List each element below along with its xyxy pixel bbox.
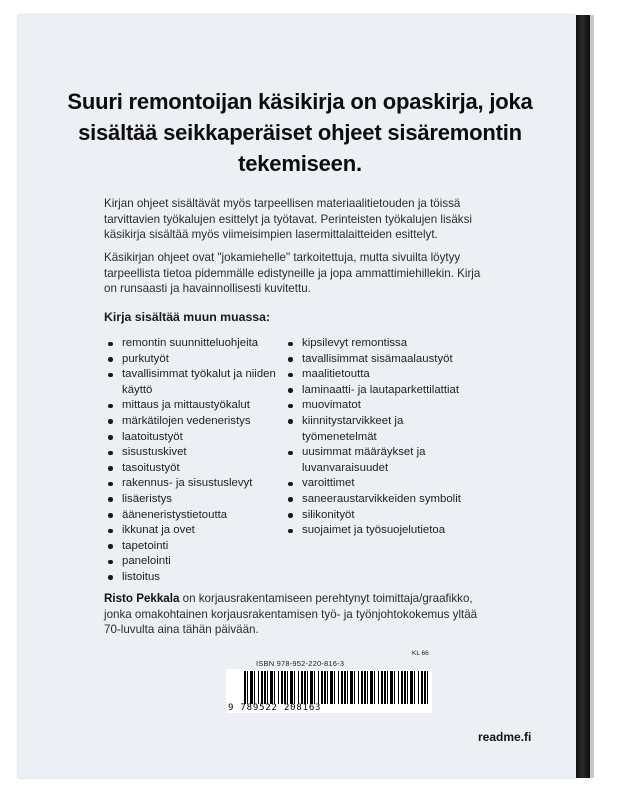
list-item: märkätilojen vedeneristys — [108, 414, 283, 430]
list-item: sisustuskivet — [108, 445, 283, 461]
list-item: purkutyöt — [108, 352, 283, 368]
list-item: muovimatot — [288, 398, 463, 414]
list-item: panelointi — [108, 554, 283, 570]
barcode-digits: 9 789522 208163 — [228, 703, 322, 713]
list-item: kipsilevyt remontissa — [288, 336, 463, 352]
contents-list-right — [288, 336, 463, 539]
cover-headline: Suuri remontoijan käsikirja on opaskirja, joka sisältää seikkaperäiset ohjeet sisäremontin tekemiseen. — [67, 89, 533, 176]
barcode-bars — [244, 671, 428, 704]
list-item: silikonityöt — [288, 508, 463, 524]
library-class-code: KL 66 — [412, 650, 429, 657]
author-name: Risto Pekkala — [104, 592, 180, 605]
barcode — [226, 669, 432, 713]
list-item: tasoitustyöt — [108, 461, 283, 477]
author-bio — [104, 591, 494, 638]
book-page-edge — [590, 15, 594, 778]
list-item: mittaus ja mittaustyökalut — [108, 398, 283, 414]
list-item: laminaatti- ja lautaparkettilattiat — [288, 383, 463, 399]
book-spine — [576, 15, 590, 778]
publisher-logo: readme.fi — [478, 730, 532, 744]
list-item: tapetointi — [108, 539, 283, 555]
list-item: varoittimet — [288, 476, 463, 492]
contents-list-title: Kirja sisältää muun muassa: — [104, 310, 271, 324]
list-item: ääneneristystietoutta — [108, 508, 283, 524]
isbn-text: ISBN 978-952-220-816-3 — [256, 659, 345, 668]
list-item: ikkunat ja ovet — [108, 523, 283, 539]
list-item: maalitietoutta — [288, 367, 463, 383]
list-item: laatoitustyöt — [108, 430, 283, 446]
list-item: remontin suunnitteluohjeita — [108, 336, 283, 352]
list-item: saneeraustarvikkeiden symbolit — [288, 492, 463, 508]
description-paragraph-1: Kirjan ohjeet sisältävät myös tarpeellisen materiaalitietouden ja töissä tarvittavien työkalujen esittelyt ja työtavat. Perinteisten työkalujen lisäksi käsikirja sisältää myös viimeisimpien lasermittalaitteiden esittelyt. — [104, 197, 472, 241]
author-bio-text: on korjausrakentamiseen perehtynyt toimittaja/graafikko, jonka omakohtainen korjausrakentamisen työ- ja työnjohtokokemus yltää 70-luvulta aina tähän päivään. — [104, 592, 478, 636]
list-item: tavallisimmat sisämaalaustyöt — [288, 352, 463, 368]
list-item: listoitus — [108, 570, 283, 586]
list-item: uusimmat määräykset ja luvanvaraisuudet — [288, 445, 463, 476]
list-item: rakennus- ja sisustuslevyt — [108, 476, 283, 492]
list-item: lisäeristys — [108, 492, 283, 508]
contents-list-left — [108, 336, 283, 586]
list-item: kiinnitystarvikkeet ja työmenetelmät — [288, 414, 463, 445]
list-item: suojaimet ja työsuojelutietoa — [288, 523, 463, 539]
list-item: tavallisimmat työkalut ja niiden käyttö — [108, 367, 283, 398]
description-paragraph-2: Käsikirjan ohjeet ovat "jokamiehelle" tarkoitettuja, mutta sivuilta löytyy tarpeellista tietoa pidemmälle edistyneille ja jopa ammattimiehillekin. Kirja on runsaasti ja havainnollisesti kuvitettu. — [104, 251, 481, 295]
